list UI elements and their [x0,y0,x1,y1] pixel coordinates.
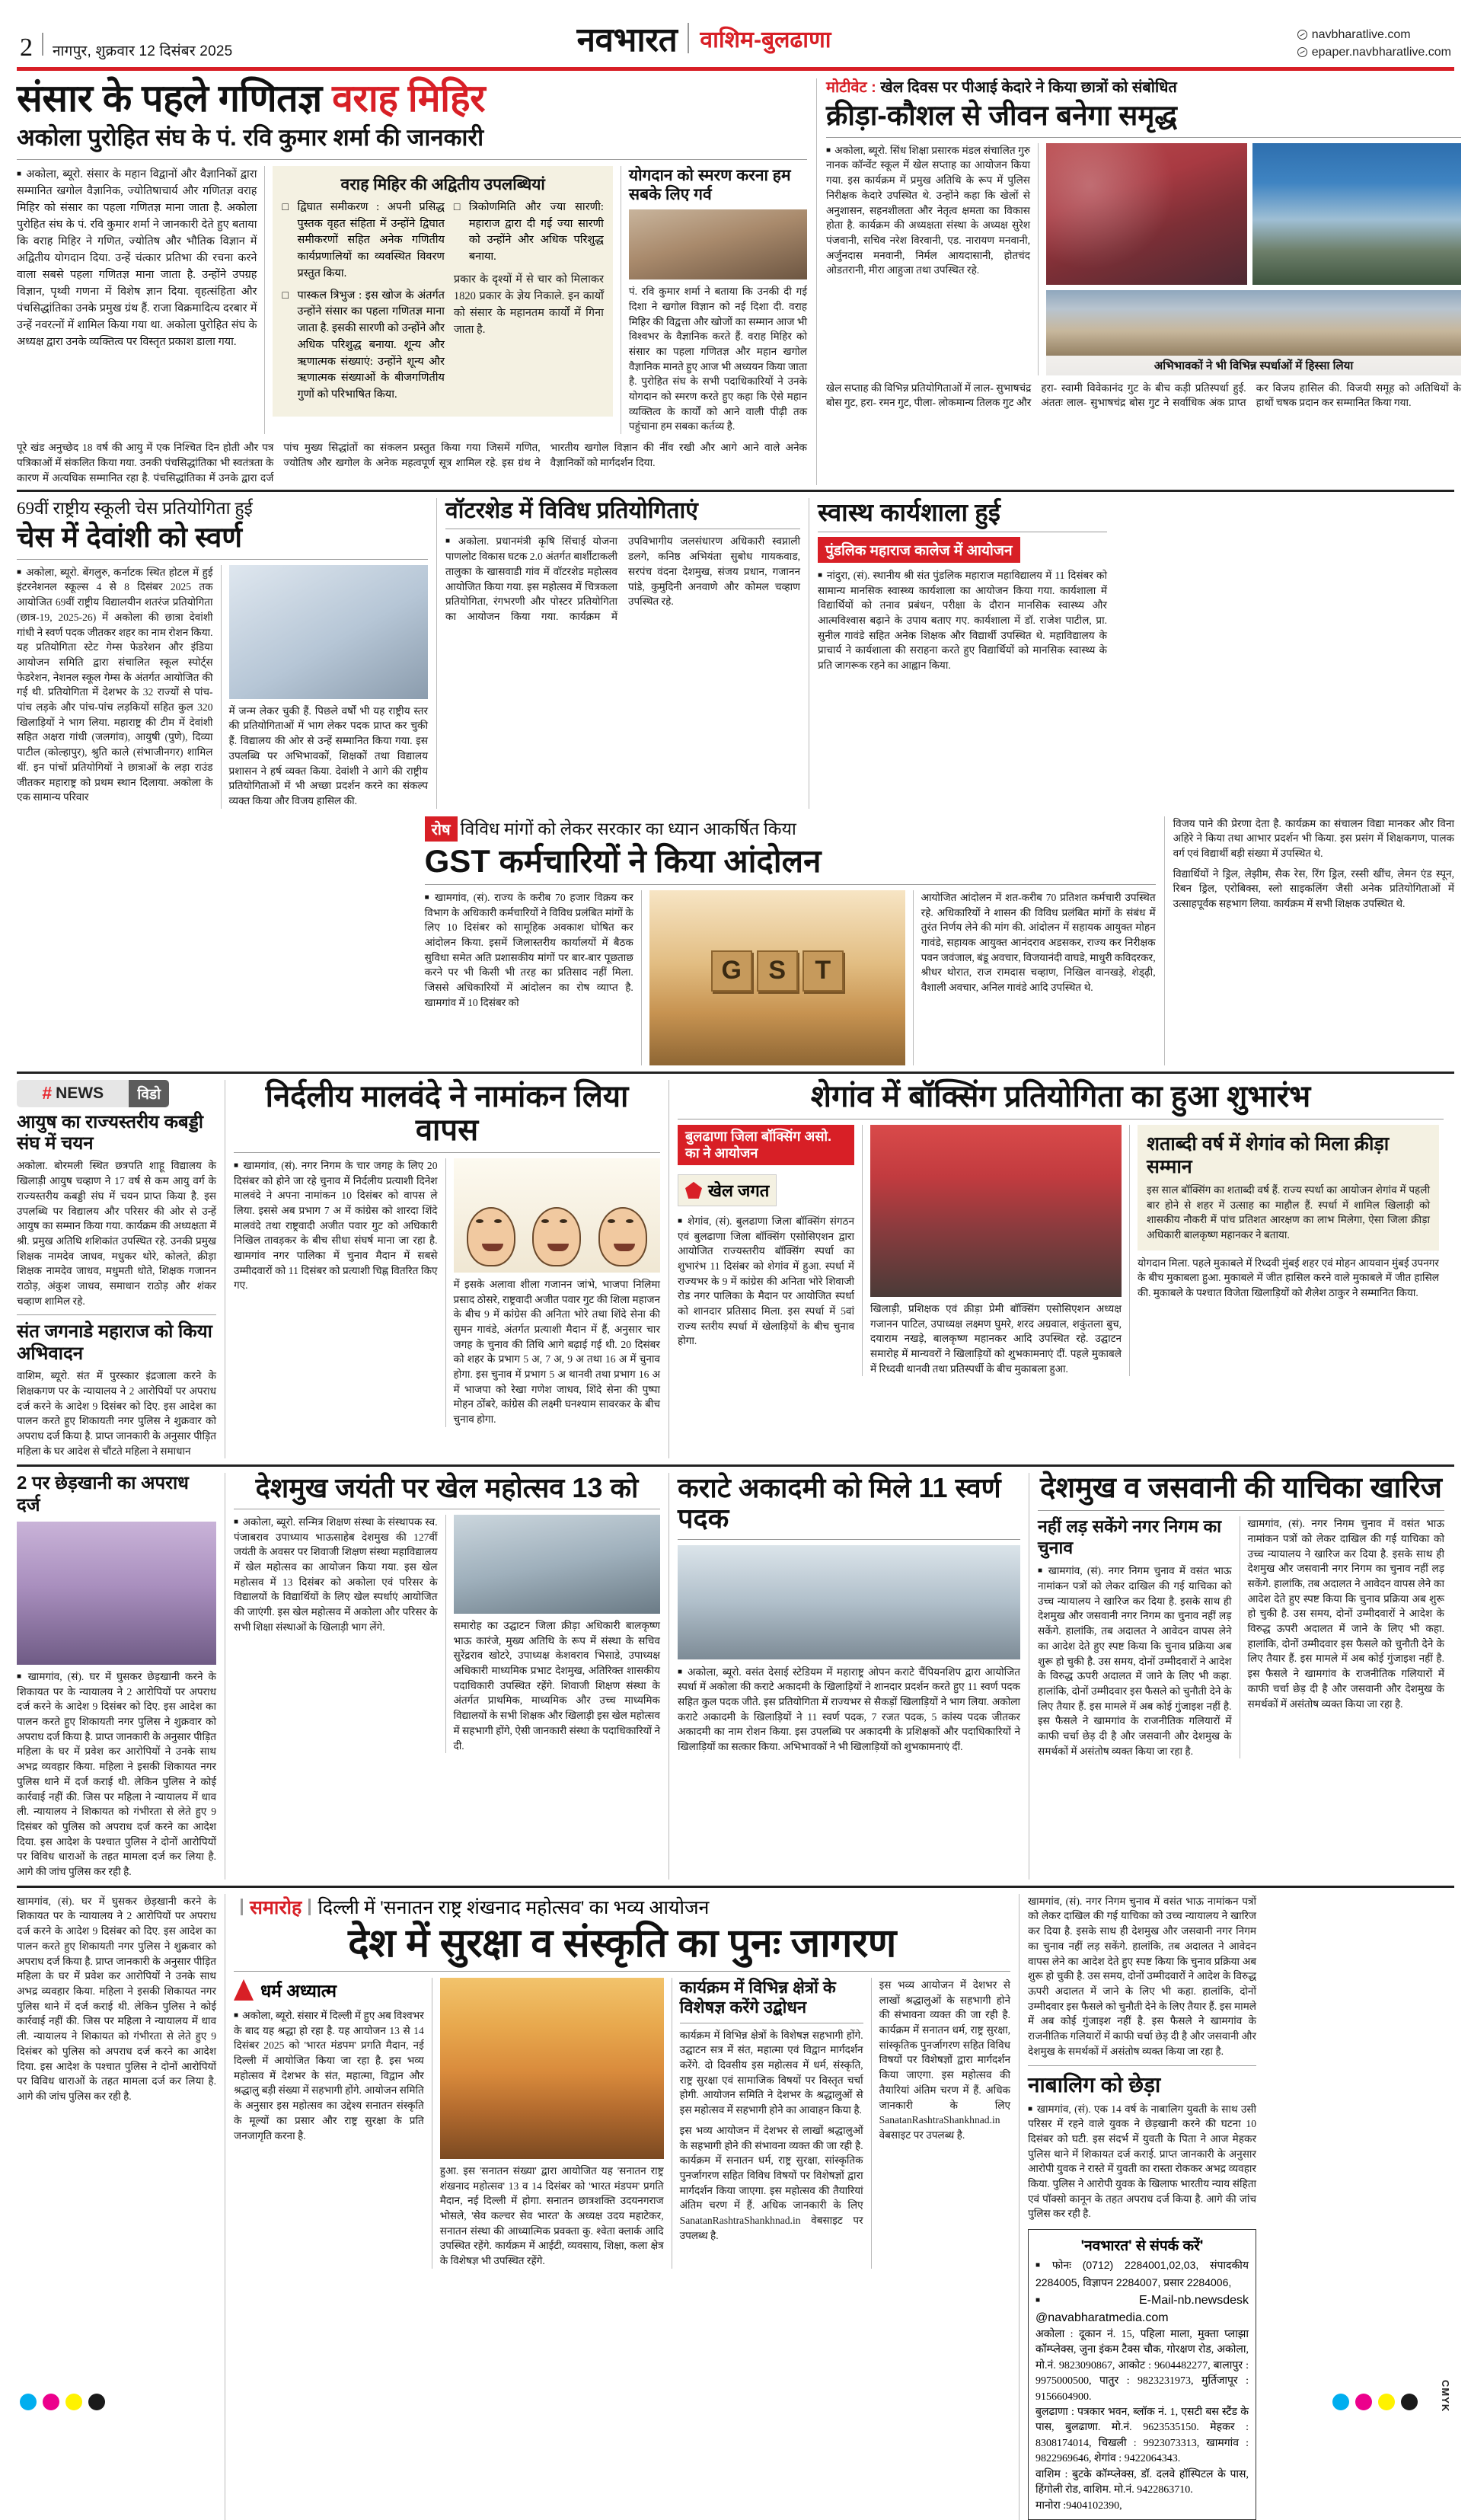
website-line-1[interactable] [1297,26,1451,43]
cyan-dot-icon [20,2394,37,2410]
deshmukh-jayanti-photo [454,1515,660,1614]
dharm-label: धर्म अध्यात्म [260,1980,337,2001]
motivate-photo-crowd [1046,290,1461,375]
nabalig-headline: नाबालिग को छेड़ा [1028,2072,1161,2097]
band-separator [1164,816,1165,1065]
gst-divider [425,884,1156,885]
contact-title: 'नवभारत' से संपर्क करें' [1080,2238,1204,2255]
boxing-headline: शेगांव में बॉक्सिंग प्रतियोगिता का हुआ शुभारंभ [810,1079,1311,1113]
col-separator [221,565,222,809]
chess-body-1: ■ अकोला, ब्यूरो. बेंगलुरु, कर्नाटक स्थित होटल में हुई इंटरनेशनल स्कूल्स 4 से 8 दिसंबर 2025 तक आयोजित 69वीं राष्ट्रीय विद्यालयीन शतरंज प्रतियोगिता (छात्र-19, 2025-26) में अकोला की छात्रा देवांशी गांधी ने स्वर्ण पदक जीतकर शहर का नाम रोशन किया. यह प्रतियोगिता स्टेट गेम्स फेडरेशन और इंडिया आयोजन समिति द्वारा संचालित स्कूल स्पोर्ट्स फेडरेशन, नेशनल स्कूल गेम्स के अंतर्गत आयोजित की गई थी. प्रतियोगिता में देशभर के 32 राज्यों से पांच-पांच लड़के और पांच-पांच लड़कियों सहित कुल 320 खिलाड़ियों ने भाग लिया. महाराष्ट्र की टीम में देवांशी सहित अक्षरा गांधी (जलगांव), आयुषी (पुणे), दिव्या पाटील (कोल्हापुर), श्रुति कालेे (संभाजीनगर) शामिल थीं. इन पांचों प्रतियोगियों ने छात्राओं के लड़ा राउंड जीतकर महाराष्ट्र को प्रथम स्थान दिलाया. अकोला के एक सामान्य परिवार [17,565,213,805]
magenta-dot-icon [43,2394,59,2410]
masthead-websites [1297,26,1451,61]
lead-col-1 [17,166,257,434]
karate-divider [678,1539,1020,1540]
chess-headline: चेस में देवांशी को स्वर्ण [17,522,243,554]
yellow-dot-icon [65,2394,82,2410]
masthead-divider-icon [42,33,43,56]
chhedkhani-body: ■ खामगांव, (सं). घर में घुसकर छेड़खानी करने के शिकायत पर के न्यायालय ने 2 आरोपियों पर अपराध दर्ज करने के आदेश 9 दिसंबर को दिए. इस आदेश का पालन करते हुए शिकायती नगर पुलिस ने शुक्रवार को अपराध दर्ज किया है. प्राप्त जानकारी के अनुसार पीड़ित महिला के घर में प्रवेश कर आरोपियों ने उनके साथ अभद्र व्यवहार किया. महिला ने इसकी शिकायत नगर पुलिस थाने में दर्ज कराई थी. लेकिन पुलिस ने कोई कार्रवाई नहीं की. जिस पर महिला ने न्यायालय में धाव ली. न्यायालय ने शिकायत को गंभीरता से लेते हुए 9 दिसंबर को पुलिस को अपराध दर्ज करने का आदेश दिया. इस आदेश के पश्चात पुलिस ने दोनों आरोपियों पर विविध धाराओं के तहत मामला दर्ज कर लिया है. आगे की जांच पुलिस कर रही है. [17,1669,216,1880]
motivate-photo-stage [1046,143,1247,285]
sanatan-body-3-dup: इस भव्य आयोजन में देशभर से लाखों श्रद्धालुओं के सहभागी होने की संभावना व्यक्त की जा रही है. कार्यक्रम में सनातन धर्म, राष्ट्र सुरक्षा, सांस्कृतिक पुनर्जागरण सहित विविध विषयों पर विशेषज्ञों द्वारा मार्गदर्शन किया जाएगा. इस महोत्सव की तैयारियां अंतिम चरण में हैं. अधिक जानकारी के लिए SanatanRashtraShankhnad.in वेबसाइट पर उपलब्ध है. [879,1979,1010,2141]
col-separator [445,1158,446,1427]
gst-cube-s: S [757,950,798,992]
gst-body-left: ■ खामगांव, (सं). राज्य के करीब 70 हजार विक्रय कर विभाग के अधिकारी कर्मचारियों ने विविध प्रलंबित मांगों के लिए 10 दिसंबर को सामूहिक अवकाश घोषित कर आंदोलन किया. इसमें जिलास्तरीय कार्यालयों में बैठक सुविधा समेत अति प्रशासकीय मांगों पर बार-बार पूछताछ करने पर भी किसी भी तरह का प्रतिसाद नहीं मिला. जिससे अधिकारियों में आंदोलन का रोष व्याप्त है. खामगांव में 10 दिसंबर को [425,890,633,1011]
chess-story [17,498,428,808]
registration-dots-right [1332,2394,1418,2410]
sanatan-body-2: हुआ. इस 'सनातन संख्या' द्वारा आयोजित यह 'सनातन राष्ट्र शंखनाद महोत्सव' 13 व 14 दिसंबर को 'भारत मंडपम' प्रगति मैदान, नई दिल्ली में होगा. सनातन छात्रशक्ति उदयनगराज भोसले, 'सेव कल्चर सेव भारत' के अध्यक्ष उदय महाटेकर, सनातन संस्था की आध्यात्मिक प्रवक्ता कु. श्वेता क्लार्क आदि उपस्थित रहेंगे. कार्यक्रम में आईटी, व्यवसाय, शिक्षा, कला क्षेत्र के विशेषज्ञ भी उपस्थित रहेंगे. [439,2164,664,2267]
kicker-rule-left-icon [241,1899,243,1915]
dharm-adhyatm-tag [234,1978,424,2002]
boxing-photo [870,1125,1122,1297]
motivate-photos [1046,143,1461,375]
boxing-left-col [678,1125,854,1377]
band1-bottom-rule [17,490,1454,492]
gst-kicker-row [425,816,1156,842]
deshmukh-petition-body-1: ■ खामगांव, (सं). नगर निगम चुनाव में वसंत भाऊ नामांकन पत्रों को लेकर दाखिल की गई याचिका को उच्च न्यायालय ने खारिज कर दिया है. इसके साथ ही देशमुख और जसवानी नगर निगम का चुनाव नहीं लड़ सकेंगे. हालांकि, तब अदालत ने आवेदन वापस लेने का आदेश देते हुए स्पष्ट किया कि चुनाव प्रक्रिया अब शुरू हो चुकी है. उस समय, दोनों उम्मीदवारों ने आदेश के विरुद्ध ऊपरी अदालत में जाने के लिए भी कहा. हालांकि, दोनों उम्मीदवार इस फैसले को चुनौती देने के लिए तैयार हैं. इस मामले में अब कोई गुंजाइश नहीं है. इस फैसले ने खामगांव के राजनीतिक गलियारों में काफी चर्चा छेड़ दी है और जसवानी और देशमुख के समर्थकों में असंतोष व्यक्त किया जा रहा है. [1038,1563,1232,1758]
sanatan-story [234,1894,1010,2520]
lead-body-1: ■ अकोला, ब्यूरो. संसार के महान विद्वानों और वैज्ञानिकों द्वारा सम्मानित खगोल वैज्ञानिक, ज्योतिषाचार्य और गणितज्ञ वराह मिहिर को संसार का पहला गणितज्ञ माना जाता है. अकोला पुरोहित संघ के पं. रवि कुमार शर्मा ने जानकारी देते हुए बताया कि वराह मिहिर ने गणित, ज्योतिष और भौतिक विज्ञान में अद्वितीय योगदान दिया. उन्हें चंत्कार प्रतिभा की रचना करने वाला सबसे पहला गणितज्ञ माना जाता है. उन्होंने उपग्रह विज्ञान, पृथ्वी गणना में विशेष ज्ञान दिया. वृहत्संहिता और पंचसिद्धांतिका उनके प्रमुख ग्रंथ हैं. राजा विक्रमादित्य दरबार में उन्हें नवरत्नों में शामिल किया गया था. अकोला पुरोहित संघ के अध्यक्ष द्वारा उनके व्यक्तित्व पर विस्तृत प्रकाश डाला गया. [17,166,257,350]
deshmukh-jayanti-body-1: ■ अकोला, ब्यूरो. सन्मित्र शिक्षण संस्था के संस्थापक स्व. पंजाबराव उपाध्याय भाऊसाहेब देशमुख की 127वीं जयंती के अवसर पर शिवाजी शिक्षण संस्था महाविद्यालय में खेल महोत्सव का आयोजन किया गया. इस खेल महोत्सव में 13 दिसंबर को अकोला एवं परिसर के विद्यालयों के विद्यार्थियों के लिए खेल स्पर्धाएं आयोजित की जाएंगी. इस खेल महोत्सव में अकोला और परिसर के सभी शिक्षा संस्थाओं के खिलाड़ी भाग लेंगे. [234,1515,438,1635]
achievement-item: □ द्विघात समीकरण : अपनी प्रसिद्ध पुस्तक वृहत संहिता में उन्होंने द्विघात समीकरणों सहित अनेक गणितीय कार्यप्रणालियों का व्यवस्थित विवरण प्रस्तुत किया. [282,200,444,283]
gst-columns [425,890,1156,1065]
page-number: 2 [20,34,33,62]
gst-headline: GST कर्मचारियों ने किया आंदोलन [424,842,822,879]
lead-divider [17,159,807,160]
news-video-story [17,1080,216,1459]
khel-jagat-label: खेल जगत [708,1180,770,1200]
chhedkhani-photo [17,1522,216,1665]
lead-headline-part1: संसार के पहले गणितज्ञ [17,77,333,120]
yellow-dot-icon [1378,2394,1395,2410]
motivate-kicker-text: खेल दिवस पर पीआई केदारे ने किया छात्रों को संबोधित [880,79,1177,96]
nirdaliya-story [234,1080,660,1459]
boxing-top [678,1125,1444,1377]
contact-washim: वाशिम : बुटके कॉम्प्लेक्स, डॉ. दलवे हॉस्पिटल के पास, हिंगोली रोड, वाशिम. मो.नं. 9422863710. [1035,2468,1249,2496]
temple-icon [234,1979,254,2001]
lead-headline [17,78,807,119]
chhedkhani-lower [17,1894,216,2520]
sanatan-col-4 [879,1978,1010,2269]
nirdaliya-col-2 [454,1158,660,1427]
gst-col-1 [425,890,633,1065]
brand-title: नवभारत [576,21,678,59]
watershed-body: ■ अकोला. प्रधानमंत्री कृषि सिंचाई योजना पाणलोट विकास घटक 2.0 अंतर्गत बार्शीटाकली तालुका के खासवाडी गांव में वॉटरशेड महोत्सव आयोजित किया गया. इस महोत्सव में चित्रकला प्रतियोगिता, रंगभरणी और पोस्टर प्रतियोगिता का आयोजन किया गया. कार्यक्रम में उपविभागीय जलसंधारण अधिकारी स्वप्नाली डलगे, कनिष्ठ अभियंता सुबोध गायकवाड, सरपंच वंदना देशमुख, संजय प्रधान, गजानन पांडे, कुमुदिनी अनवाणे और कोमल चव्हाण उपस्थित रहे. [445,534,800,624]
nirdaliya-body-2: में इसके अलावा शीला गजानन जांभे, भाजपा निलिमा प्रसाद ठोसरे, राष्ट्रवादी अजीत पवार गुट की शिला महाजन के बीच 9 में कांग्रेस की अनिता भोरे तथा शिंदे सेना की सुमन गावंडे, अंतर्गत प्रत्याशी मैदान में हैं, अनुसार चार जगह के चुनाव की तिथि आगे बढ़ाई गई थी. 20 दिसंबर को शहर के प्रभाग 5 अ, 7 अ, 9 अ तथा 16 अ में चुनाव होगा. इस चुनाव में प्रभाग 5 अ थानवी तथा प्रभाग 16 अ में भाजपा को रेखा गणेश जाधव, शिंदे सेना की पुष्पा मोहन ठोंबरे, कांग्रेस की लक्ष्मी घनश्याम सावरकर के बीच चुनाव होगा. [453,1278,660,1426]
lead-headline-red: वराह मिहिर [332,77,486,120]
motivate-body-2: खेल सप्ताह की विभिन्न प्रतियोगिताओं में लाल- सुभाषचंद्र बोस गुट, हरा- रमन गुट, पीला- लोकमान्य तिलक गुट और हरा- स्वामी विवेकानंद गुट के बीच कड़ी प्रतिस्पर्धा हुई. अंततः लाल- सुभाषचंद्र बोस गुट ने सर्वाधिक अंक प्राप्त कर विजय हासिल की. विजयी समूह को अतिथियों के हाथों चषक प्रदान कर सम्मानित किया गया. [826,382,1461,409]
deshmukh-jayanti-col-2 [454,1515,660,1753]
health-headline: स्वास्थ कार्यशाला हुई [818,498,1000,527]
motivate-kicker [826,78,1461,97]
boxing-story [678,1080,1444,1459]
boxing-side-body: इस साल बॉक्सिंग का शताब्दी वर्ष हैं. राज्य स्पर्धा का आयोजन शेगांव में पहली बार होने से शहर में उत्साह का माहौल हैं. स्पर्धा में शामिल खिलाड़ी को शासकीय नौकरी में पांच प्रतिशत आरक्षण का लाभ मिलेगा, ऐसा जिला क्रीड़ा अधिकारी बालकृष्ण महानकर ने बताया. [1147,1183,1430,1241]
chess-kicker: 69वीं राष्ट्रीय स्कूली चेस प्रतियोगिता हुई [17,499,253,519]
band4-bottom-rule [17,1886,1454,1888]
gst-col-3 [921,890,1156,1065]
black-dot-icon [88,2394,105,2410]
motivate-tag: मोटीवेट : [826,79,876,96]
lead-portrait-photo [629,209,807,279]
band-two [17,498,1454,808]
sanatan-side-head: कार्यक्रम में विभिन्न क्षेत्रों के विशेषज्ञ करेंगे उद्बोधन [679,1977,836,2017]
boxing-side-head: शताब्दी वर्ष में शेगांव को मिला क्रीड़ा सम्मान [1147,1132,1390,1177]
gst-kicker: विविध मांगों को लेकर सरकार का ध्यान आकर्षित किया [460,819,796,838]
contact-phone: ■ फोनः (0712) 2284001,02,03, संपादकीय 2284005, विज्ञापन 2284007, प्रसार 2284006, [1035,2257,1249,2292]
achievements-list-b [454,200,604,266]
magenta-dot-icon [1355,2394,1372,2410]
chess-body-2: में जन्म लेकर चुकी हैं. पिछले वर्षों भी यह राष्ट्रीय स्तर की प्रतियोगिताओं में भाग लेकर पदक प्राप्त कर चुकी हैं. विद्यालय की ओर से उन्हें सम्मानित किया गया. इस उपलब्धि पर अभिभावकों, शिक्षकों तथा विद्यालय प्रशासन ने हर्ष व्यक्त किया. देवांशी ने आगे की राष्ट्रीय प्रतियोगिताओं में भी अच्छा प्रदर्शन करने का संकल्प व्यक्त किया और विजय हासिल की. [228,704,428,806]
karate-story [678,1473,1020,1879]
sant-headline: संत जगनाडे महाराज को किया अभिवादन [17,1321,212,1364]
health-continued [1173,816,1454,1065]
gst-photo-wrap [649,890,905,1065]
petition-tail: खामगांव, (सं). नगर निगम चुनाव में वसंत भाऊ नामांकन पत्रों को लेकर दाखिल की गई याचिका को उच्च न्यायालय ने खारिज कर दिया है. इसके साथ ही देशमुख और जसवानी नगर निगम का चुनाव नहीं लड़ सकेंगे. हालांकि, तब अदालत ने आवेदन वापस लेने का आदेश देते हुए स्पष्ट किया कि चुनाव प्रक्रिया अब शुरू हो चुकी है. उस समय, दोनों उम्मीदवारों ने आदेश के विरुद्ध ऊपरी अदालत में जाने के लिए भी कहा. हालांकि, दोनों उम्मीदवार इस फैसले को चुनौती देने के लिए तैयार हैं. इस मामले में अब कोई गुंजाइश नहीं है. इस फैसले ने खामगांव के राजनीतिक गलियारों में काफी चर्चा छेड़ दी है और जसवानी और देशमुख के समर्थकों में असंतोष व्यक्त किया जा रहा है. [1028,1895,1256,2057]
achievements-box [273,166,612,417]
sanatan-kicker-row [234,1894,1010,1920]
sanatan-col-3 [680,1978,863,2269]
gst-cube-t: T [803,950,844,992]
karate-photo [678,1545,1020,1659]
health-story [818,498,1107,808]
watershed-text [445,534,800,624]
lead-columns [17,166,807,434]
deshmukh-jayanti-story [234,1473,660,1879]
news-badge-label: NEWS [56,1084,104,1102]
col-separator [862,1125,863,1377]
deshmukh-petition-headline: देशमुख व जसवानी की याचिका खारिज [1040,1472,1442,1505]
sanatan-col-2 [440,1978,664,2269]
deshmukh-petition-sub: नहीं लड़ सकेंगे नगर निगम का चुनाव [1038,1516,1222,1557]
motivate-body-4: विद्यार्थियों ने ड्रिल, लेझीम, सैक रेस, रिंग ड्रिल, रस्सी खींच, लेमन एंड स्पून, रिबन ड्रिल, एरोबिक्स, स्लो साइकलिंग जैसी अनेक प्रतियोगिताओं में उत्साहपूर्वक सहभाग लिया. कार्यक्रम में सभी शिक्षक उपस्थित थे. [1173,867,1454,910]
achievements-box-title: वराह मिहिर की अद्वितीय उपलब्धियां [340,175,545,193]
lead-story [17,78,807,485]
sanatan-side-body: कार्यक्रम में विभिन्न क्षेत्रों के विशेषज्ञ सहभागी होंगे. उद्घाटन सत्र में संत, महात्मा एवं विद्वान मार्गदर्शन करेंगे. दो दिवसीय इस महोत्सव में धर्म, संस्कृति, राष्ट्र सुरक्षा एवं सामाजिक विषयों पर विस्तृत चर्चा होगी. आयोजन समिति ने देशभर के श्रद्धालुओं से इस महोत्सव में सहभागी होने का आवाहन किया है. [679,2029,863,2116]
sanatan-body-3: इस भव्य आयोजन में देशभर से लाखों श्रद्धालुओं के सहभागी होने की संभावना व्यक्त की जा रही है. कार्यक्रम में सनातन धर्म, राष्ट्र सुरक्षा, सांस्कृतिक पुनर्जागरण सहित विविध विषयों पर विशेषज्ञों द्वारा मार्गदर्शन किया जाएगा. इस महोत्सव की तैयारियां अंतिम चरण में हैं. अधिक जानकारी के लिए SanatanRashtraShankhnad.in वेबसाइट पर उपलब्ध है. [679,2124,863,2241]
lead-subhead: अकोला पुरोहित संघ के पं. रवि कुमार शर्मा की जानकारी [17,124,484,151]
lead-col-3 [629,166,807,434]
right-rail [1028,1894,1256,2520]
masthead-left [20,33,232,61]
news-badge-left [17,1080,129,1107]
cyan-dot-icon [1332,2394,1349,2410]
lead-col-2 [273,166,612,434]
sant-body: वाशिम, ब्यूरो. संत में पुरस्कार इंद्रजाला करने के शिक्षकगण पर के न्यायालय ने 2 आरोपियों पर अपराध दर्ज करने के आदेश 9 दिसंबर को दिए. इस आदेश का पालन करते हुए शिकायती नगर पुलिस ने शुक्रवार को अपराध दर्ज किया है. प्राप्त जानकारी के अनुसार पीड़ित महिला के घर आदेश से चौंटते महिला ने समाधान [17,1370,216,1457]
deshmukh-petition-body-2: खामगांव, (सं). नगर निगम चुनाव में वसंत भाऊ नामांकन पत्रों को लेकर दाखिल की गई याचिका को उच्च न्यायालय ने खारिज कर दिया है. इसके साथ ही देशमुख और जसवानी नगर निगम का चुनाव नहीं लड़ सकेंगे. हालांकि, तब अदालत ने आवेदन वापस लेने का आदेश देते हुए स्पष्ट किया कि चुनाव प्रक्रिया अब शुरू हो चुकी है. उस समय, दोनों उम्मीदवारों ने आदेश के विरुद्ध ऊपरी अदालत में जाने के लिए भी कहा. हालांकि, दोनों उम्मीदवार इस फैसले को चुनौती देने के लिए तैयार हैं. इस मामले में अब कोई गुंजाइश नहीं है. इस फैसले ने खामगांव के राजनीतिक गलियारों में काफी चर्चा छेड़ दी है और जसवानी और देशमुख के समर्थकों में असंतोष व्यक्त किया जा रहा है. [1247,1518,1444,1710]
deshmukh-jayanti-columns [234,1515,660,1753]
boxing-side-body-2: योगदान मिला. पहले मुकाबले में रिध्दवी मुंबई शहर एवं मोहन आयवान मुंबई उपनगर के बीच मुकाबला हुआ. मुकाबले में जीत हासिल करने वाले मुकाबले में जीत हासिल की. मुकाबले के पश्चात विजेता खिलाड़ियों को शैलेश ठाकुर ने सम्मानित किया. [1138,1257,1439,1299]
band-three [17,1080,1454,1459]
deshmukh-petition-col-2 [1248,1516,1444,1758]
contact-akola: अकोला : दूकान नं. 15, पहिला माला, मुक्ता प्लाझा कॉम्प्लेक्स, जुना इंकम टैक्स चौक, गोरक्षण रोड, अकोला, मो.नं. 9823090867, आकोट : 9604482277, बालापुर : 9975000500, पातुर : 9823231973, मुर्तिजापूर : 9156604900. [1035,2328,1249,2403]
cartoon-faces [454,1158,660,1273]
nirdaliya-headline: निर्दलीय मालवंदे ने नामांकन लिया वापस [265,1079,629,1147]
face-icon [467,1207,515,1266]
col-separator [1129,1125,1130,1377]
band-gst [17,816,1454,1065]
khel-jagat-tag [678,1174,777,1206]
karate-headline: कराटे अकादमी को मिले 11 स्वर्ण पदक [678,1472,1001,1534]
deshmukh-petition-columns [1038,1516,1444,1758]
achievement-item: □ त्रिकोणमिति और ज्या सारणी: महाराज द्वारा दी गई ज्या सारणी को उन्होंने और अधिक परिशुद्ध बनाया. [454,200,604,266]
masthead [17,14,1454,61]
website-main: navbharatlive.com [1311,27,1411,41]
globe-icon [1297,47,1307,57]
news-video-body: अकोला. बोरमली स्थित छत्रपति शाहू विद्यालय के खिलाड़ी आयुष चव्हाण ने 17 वर्ष से कम आयु वर्ग के राज्यस्तरीय कबड्डी संघ में चयन प्राप्त किया है. इस उपलब्धि पर विद्यालय और परिसर की ओर से उन्हें आयुष का सम्मान किया गया. कार्यक्रम की अध्यक्षता में श्री. प्रमुख अतिथि शशिकांत उपस्थित रहे. उनकी प्रमुख शिक्षक नामदेव जाधव, मधुकर थोरे, कोलते, क्रीड़ा शिक्षक नामदेव जाधव, मधुमती धोते, शिक्षक गजानन राठोड़, अंकुश जाधव, समाधान राठोड़ और शंकर चव्हाण शामिल रहे. [17,1160,216,1307]
karate-body: ■ अकोला, ब्यूरो. वसंत देसाई स्टेडियम में महाराष्ट्र ओपन कराटे चैंपियनशिप द्वारा आयोजित स्पर्धा में अकोला की कराटे अकादमी के खिलाड़ियों ने शानदार प्रदर्शन करते हुए 11 स्वर्ण पदक सहित कुल पदक जीते. इस प्रतियोगिता में राज्यभर से सैकड़ों खिलाड़ियों ने भाग लिया. अकोला कराटे अकादमी के खिलाड़ियों ने 11 स्वर्ण पदक, 7 रजत पदक, 5 कांस्य पदक जीतकर अकादमी का नाम रोशन किया. इस उपलब्धि पर अकादमी के प्रशिक्षकों और पदाधिकारियों ने खिलाड़ियों का सत्कार किया. अभिभावकों ने भी खिलाड़ियों को शुभकामनाएं दीं. [678,1665,1020,1755]
motivate-col-1 [826,143,1030,375]
col-separator [1038,143,1039,375]
gst-photo [649,890,905,1065]
hash-icon: # [42,1083,53,1103]
masthead-place-date: नागपुर, शुक्रवार 12 दिसंबर 2025 [53,43,233,59]
achievement-item: □ पास्कल त्रिभुज : इस खोज के अंतर्गत उन्होंने संसार का पहला गणितज्ञ माना जाता है. इसकी सारणी को उन्होंने और अधिक परिशुद्ध बनाया. शून्य और ऋणात्मक संख्याएं: उन्होंने शून्य और ऋणात्मक संख्याओं के बीजगणितीय गुणों को परिभाषित किया. [282,288,444,404]
deshmukh-petition-col-1 [1038,1516,1232,1758]
cmyk-label: CMYK [1440,2379,1451,2412]
contact-buldhana: बुलढाणा : पत्रकार भवन, ब्लॉक नं. 1, एसटी बस स्टैंड के पास, बुलढाणा. मो.नं. 9623535150. मेहकर : 8308174014, चिखली : 9923073313, खामगांव : 9822969646, शेगांव : 9422064343. [1035,2406,1249,2465]
gst-story [425,816,1156,1065]
boxing-body-2: खिलाड़ी, प्रशिक्षक एवं क्रीड़ा प्रेमी बॉक्सिंग एसोसिएशन अध्यक्ष गजानन पाटिल, उपाध्यक्ष लक्ष्मण घुमरे, शरद अग्रवाल, शकुंतला बुच, दयाराम नखड़े, बालकृष्ण महानकर आदि उपस्थित रहे. उद्घाटन समारोह में मान्यवरों ने खिलाड़ियों को शुभकामनाएं दीं. पहले मुकाबले में रिध्दवी थानवी तथा प्रतिस्पर्धी के बीच मुकाबला हुआ. [870,1302,1122,1375]
boxing-side-col [1138,1125,1439,1377]
sanatan-photo [440,1978,664,2159]
band-top [17,77,1461,485]
contact-email[interactable]: ■ E-Mail-nb.newsdesk @navabharatmedia.com [1035,2292,1249,2327]
sanatan-body-1: ■ अकोला, ब्यूरो. संसार में दिल्ली में हुए अब विश्वभर के बाद यह श्रद्धा हो रहा है. यह आयोजन 13 से 14 दिसंबर 2025 को 'भारत मंडपम' प्रगति मैदान, नई दिल्ली में आयोजित किया जा रहा है. इस भव्य महोत्सव में देशभर के संत, महात्मा, विद्वान और श्रद्धालु बड़ी संख्या में सहभागी होंगे. आयोजन समिति के अनुसार इस महोत्सव का उद्देश्य सनातन संस्कृति के मूल्यों का प्रसार और राष्ट्र सुरक्षा के प्रति जनजागृति करना है. [234,2008,424,2143]
band-separator [436,498,437,808]
col-separator [913,890,914,1065]
gst-body-right: आयोजित आंदोलन में शत-करीब 70 प्रतिशत कर्मचारी उपस्थित रहे. अधिकारियों ने शासन की विविध प्रलंबित मांगों के संबंध में तुरंत निर्णय लेने की मांग की. आंदोलन में सहायक आयुक्त मोहन गावंडे, सहायक आयुक्त आनंदराव अडसकर, राज्य कर निरीक्षक पवन जवंजाल, बंडू अवचार, विजयानंदी वाघडे, माधुरी कविदरकर, श्रीधर थोरात, राज रामदास चव्हाण, निखिल वानखड़े, शेड्ढ़ी, वैशाली अवचार, अनिल गावंडे आदि उपस्थित थे. [921,891,1156,994]
band-five [17,1894,1454,2520]
col-separator [871,1978,872,2269]
masthead-brand-block [577,15,831,61]
chess-divider [17,559,428,560]
col-separator [641,890,642,1065]
motivate-divider [826,137,1461,138]
masthead-red-rule [17,67,1454,71]
nirdaliya-columns [234,1158,660,1427]
sanatan-kicker: दिल्ली में 'सनातन राष्ट्र शंखनाद महोत्सव' का भव्य आयोजन [317,1897,710,1918]
band-separator [816,78,817,485]
sanatan-col-1 [234,1978,424,2269]
face-icon [532,1207,581,1266]
deshmukh-jayanti-headline: देशमुख जयंती पर खेल महोत्सव 13 को [255,1472,639,1504]
motivate-headline: क्रीड़ा-कौशल से जीवन बनेगा समृद्ध [826,100,1177,131]
boxing-pill: बुलढाणा जिला बॉक्सिंग असो. का ने आयोजन [678,1125,854,1165]
news-video-divider [17,1314,216,1315]
face-icon [598,1207,647,1266]
lead-col3-body: पं. रवि कुमार शर्मा ने बताया कि उनकी दी गई दिशा ने खगोल विज्ञान को नई दिशा दी. वराह मिहिर की विद्वत्ता और खोजों का सम्मान आज भी विश्वभर के वैज्ञानिक करते हैं. वराह मिहिर को संसार का पहला गणितज्ञ और महान खगोल वैज्ञानिक मानते हुए आज भी अध्ययन किया जाता है. पुरोहित संघ के सभी पदाधिकारियों ने उनके योगदान को स्मरण करते हुए कहा कि ऐसे महान व्यक्तित्व के कार्यों को आने वाली पीढ़ी तक पहुंचाना हम सबका कर्तव्य है. [628,286,808,433]
boxing-photo-col [870,1125,1122,1377]
deshmukh-petition-story [1038,1473,1444,1879]
boxing-side-box [1138,1125,1439,1250]
globe-icon [1297,30,1307,40]
gst-tag: रोष [425,816,458,842]
website-line-2[interactable] [1297,43,1451,61]
nirdaliya-divider [234,1152,660,1153]
chess-col-1 [17,565,213,809]
nirdaliya-col-1 [234,1158,438,1427]
health-pill: पुंडलिक महाराज कालेज में आयोजन [818,537,1020,563]
band-separator [668,1080,669,1459]
website-epaper: epaper.navbharatlive.com [1311,45,1451,59]
achievements-box-body: प्रकार के दृश्यों में से चार को मिलाकर 1820 प्रकार के ज्ञेय निकाले. इन कार्यों को संसार के महानतम कार्यों में गिना जाता है. [453,273,604,336]
right-rail-divider [1028,2065,1256,2066]
news-video-badge[interactable] [17,1080,169,1107]
sanatan-tag: समारोह [250,1896,302,1918]
chhedkhani-body-cont: खामगांव, (सं). घर में घुसकर छेड़खानी करने के शिकायत पर के न्यायालय ने 2 आरोपियों पर अपराध दर्ज करने के आदेश 9 दिसंबर को दिए. इस आदेश का पालन करते हुए शिकायती नगर पुलिस ने शुक्रवार को अपराध दर्ज किया है. प्राप्त जानकारी के अनुसार पीड़ित महिला के घर में प्रवेश कर आरोपियों ने उनके साथ अभद्र व्यवहार किया. महिला ने इसकी शिकायत नगर पुलिस थाने में दर्ज कराई थी. लेकिन पुलिस ने कोई कार्रवाई नहीं की. जिस पर महिला ने न्यायालय में धाव ली. न्यायालय ने शिकायत को गंभीरता से लेते हुए 9 दिसंबर को पुलिस को अपराध दर्ज करने का आदेश दिया. इस आदेश के पश्चात पुलिस ने दोनों आरोपियों पर विविध धाराओं के तहत मामला दर्ज कर लिया है. आगे की जांच पुलिस कर रही है. [17,1895,216,2102]
deshmukh-jayanti-body-2: समारोह का उद्घाटन जिला क्रीड़ा अधिकारी बालकृष्ण भाऊ कारंजे, मुख्य अतिथि के रूप में संस्था के सचिव सुरेंद्रराव खोटरे, उपाध्यक्ष केशवराव भिसाडे, उपाध्यक्ष अधिकारी माध्यमिक प्रभाट देशमुख, अतिरिक्त शासकीय पदाधिकारी उपस्थित रहेंगे. शिवाजी शिक्षण संस्था के अंतर्गत प्राथमिक, माध्यमिक और उच्च माध्यमिक विद्यालयों के सभी शिक्षक और खिलाड़ी इस खेल महोत्सव में सहभागी होंगे, ऐसी जानकारी संस्था के पदाधिकारियों ने दी. [453,1619,660,1752]
deshmukh-petition-divider [1038,1510,1444,1511]
band3-bottom-rule [17,1464,1454,1467]
kicker-rule-right-icon [308,1899,311,1915]
brand-separator-icon [688,23,689,53]
nabalig-body: ■ खामगांव, (सं). एक 14 वर्ष के नाबालिग युवती के साथ उसी परिसर में रहने वाले युवक ने छेड़खानी करने की घटना 10 दिसंबर को घटी. इस संदर्भ में युवती के पिता ने आज मेहकर पुलिस थाने में शिकायत दर्ज कराई. प्राप्त जानकारी के अनुसार आरोपी युवक ने रास्ते में युवती का रास्ता रोककर अभद्र व्यवहार किया. पुलिस ने आरोपी युवक के खिलाफ भारतीय न्याय संहिता एवं पॉक्सो कानून के तहत अपराध दर्ज किया है. आगे की जांच पुलिस कर रही है. [1028,2102,1256,2222]
col-separator [445,1515,446,1753]
lead-col3-head: योगदान को स्मरण करना हम सबके लिए गर्व [628,166,791,203]
chhedkhani-placeholder [17,1473,216,1879]
motivate-story [826,78,1461,485]
band-separator [668,1473,669,1879]
chhedkhani-head-top: 2 पर छेड़खानी का अपराध दर्ज [17,1473,189,1516]
gst-left-spacer [17,816,425,1065]
motivate-body-3: विजय पाने की प्रेरणा देता है. कार्यक्रम का संचालन विद्या मानकर और विना अहिरे ने किया तथा आभार प्रदर्शन भी किया. इस प्रसंग में शिक्षकगण, पालक वर्ग एवं विद्यार्थी बड़ी संख्या में उपस्थित थे. [1173,817,1454,860]
sanatan-divider [234,1971,1010,1972]
sanatan-headline: देश में सुरक्षा व संस्कृति का पुनः जागरण [348,1921,896,1966]
watershed-headline: वॉटरशेड में विविध प्रतियोगिताएं [445,498,698,524]
motivate-photo-caption: अभिभावकों ने भी विभिन्न स्पर्धाओं में हिस्सा लिया [1046,356,1461,375]
contact-box [1028,2229,1256,2520]
chess-photo [229,565,428,699]
black-dot-icon [1401,2394,1418,2410]
edition-name: वाशिम-बुलढाणा [700,27,831,53]
achievements-list-a [282,200,444,409]
motivate-text-cols [826,381,1461,410]
motivate-body-1: ■ अकोला, ब्यूरो. सिंध शिक्षा प्रसारक मंडल संचालित गुरु नानक कॉन्वेंट स्कूल में खेल सप्ताह का आयोजन किया गया. इस कार्यक्रम में प्रमुख अतिथि के रूप में पुलिस निरीक्षक केदारे उपस्थित थे. उन्होंने कहा कि खेलों से अनुशासन, सहनशीलता और नेतृत्व क्षमता का विकास होता है. कार्यक्रम की अध्यक्षता संस्था के अध्यक्ष सुरेश पंजवानी, सचिव नरेश विरवानी, एड. नारायण मनवानी, अर्जुनदास मनवानी, निर्मल आयदासानी, होतचंद ओडतरानी, मीरा आहुजा तथा उपस्थित रहे. [826,143,1030,278]
sanatan-columns [234,1978,1010,2269]
band2-bottom-rule [17,1072,1454,1074]
chess-col-2 [229,565,428,809]
contact-manora: मानोरा :9404102390, [1035,2499,1122,2512]
band-four [17,1473,1454,1879]
boxing-body-1: ■ शेगांव, (सं). बुलढाणा जिला बॉक्सिंग संगठन एवं बुलढाणा जिला बॉक्सिंग एसोसिएशन द्वारा आयोजित राज्यस्तरीय बॉक्सिंग स्पर्धा का शुभारंभ 11 दिसंबर को शेगांव में हुआ. स्पर्धा में राज्यभर के 9 में कांग्रेस की अनिता भोरे शिवाजी रोड नगर पालिका के मैदान पर आयोजित स्पर्धा को शानदार प्रतिसाद मिला. इस स्पर्धा में 5वां राज्य स्तरीय स्पर्धा में खेलाड़ियों के बीच चुनाव होगा. [678,1214,854,1349]
health-body: ■ नांदुरा, (सं). स्थानीय श्री संत पुंडलिक महाराज महाविद्यालय में 11 दिसंबर को सामान्य मानसिक स्वास्थ्य कार्यशाला का आयोजन किया गया. कार्यशाला में विद्यार्थियों को तनाव प्रबंधन, परीक्षा के दौरान मानसिक स्वास्थ्य और आत्मविश्वास बढ़ाने के उपाय बताए गए. कार्यशाला में डॉ. राजेश पाटील, प्रा. सुनील गावंडे सहित अनेक शिक्षक और विद्यार्थी उपस्थित थे. महाविद्यालय के प्राचार्य ने कार्यशाला की सराहना करते हुए विद्यार्थियों को मानसिक स्वास्थ्य के प्रति जागरूक रहने का आह्वान किया. [818,568,1107,673]
lead-bottom-body: पूरे खंड अनुच्छेद 18 वर्ष की आयु में एक निश्चित दिन होती और पत्र पत्रिकाओं में संकलित किया गया. उनकी पंचसिद्धांतिका भी स्वतंत्रता के कारण में अत्यधिक सम्मानित रहा है. पंचसिद्धांतिका में उनके द्वारा दर्ज पांच मुख्य सिद्धांतों का संकलन प्रस्तुत किया गया जिसमें गणित, ज्योतिष और खगोल के अनेक महत्वपूर्ण सूत्र शामिल रहे. इस ग्रंथ ने भारतीय खगोल विज्ञान की नींव रखी और आगे आने वाले अनेक वैज्ञानिकों को मार्गदर्शन दिया. [17,442,807,484]
lead-bottom-text [17,440,807,485]
news-video-headline: आयुष का राज्यस्तरीय कबड्डी संघ में चयन [17,1111,203,1155]
deshmukh-jayanti-col-1 [234,1515,438,1753]
nirdaliya-body-1: ■ खामगांव, (सं). नगर निगम के चार जगह के लिए 20 दिसंबर को होने जा रहे चुनाव में निर्दलीय प्रत्याशी दिनेश मालवंदे ने अपना नामांकन 10 दिसंबर को वापस ले लिया. इससे अब प्रभाग 7 अ में कांग्रेस को शारदा शिंदे मालवंदे तथा राष्ट्रवादी अजीत पवार गुट को अधिकारी निखिल तावड़कर के बीच सीधा संघर्ष माना जा रहा है. खामगांव नगर पालिका में चुनाव मैदान में सबसे उम्मीदवारों को 11 दिसंबर को प्रत्याशी चिह्न वितरित किए गए. [234,1158,438,1293]
nirdaliya-cartoon [454,1158,660,1273]
col-separator [264,166,265,434]
motivate-photo-banner [1252,143,1461,285]
gst-cube-g: G [711,950,752,992]
registration-dots-left [20,2394,105,2410]
news-badge-right[interactable]: विडो [129,1080,169,1107]
motivate-columns [826,143,1461,375]
gst-cube-group [711,950,844,992]
chess-columns [17,565,428,809]
sports-badge-icon [685,1182,702,1199]
watershed-story [445,498,800,808]
